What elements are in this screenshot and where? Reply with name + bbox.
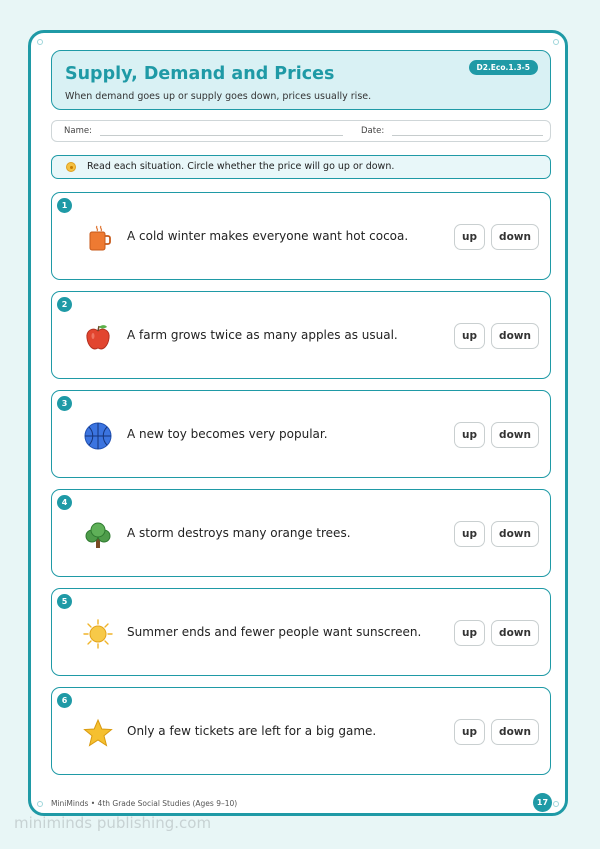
- tree-icon: [83, 520, 113, 550]
- question-text: A cold winter makes everyone want hot cocoa.: [127, 229, 409, 243]
- page-title: Supply, Demand and Prices: [65, 64, 335, 84]
- footer-text: MiniMinds • 4th Grade Social Studies (Ages 9–10): [51, 799, 238, 808]
- sun-bullet-icon: [66, 162, 76, 172]
- corner-dot: [553, 801, 559, 807]
- question-number: 5: [57, 594, 72, 609]
- page-subtitle: When demand goes up or supply goes down, prices usually rise.: [65, 91, 372, 102]
- answer-up-button[interactable]: up: [454, 719, 485, 745]
- answer-down-button[interactable]: down: [491, 422, 539, 448]
- name-date-bar: [51, 120, 551, 142]
- name-label: Name:: [64, 126, 92, 136]
- question-text: A farm grows twice as many apples as usual.: [127, 328, 398, 342]
- ball-icon: [83, 421, 113, 451]
- standard-code-badge: D2.Eco.1.3-5: [469, 60, 538, 75]
- question-number: 1: [57, 198, 72, 213]
- question-card-5: [51, 588, 551, 676]
- corner-dot: [37, 801, 43, 807]
- answer-up-button[interactable]: up: [454, 323, 485, 349]
- page-number-badge: 17: [533, 793, 552, 812]
- question-card-4: [51, 489, 551, 577]
- question-number: 3: [57, 396, 72, 411]
- question-text: A storm destroys many orange trees.: [127, 526, 351, 540]
- instructions-box: [51, 155, 551, 179]
- question-number: 2: [57, 297, 72, 312]
- answer-up-button[interactable]: up: [454, 620, 485, 646]
- answer-down-button[interactable]: down: [491, 224, 539, 250]
- question-text: Summer ends and fewer people want sunscreen.: [127, 625, 422, 639]
- answer-up-button[interactable]: up: [454, 422, 485, 448]
- answer-down-button[interactable]: down: [491, 719, 539, 745]
- answer-down-button[interactable]: down: [491, 521, 539, 547]
- answer-down-button[interactable]: down: [491, 620, 539, 646]
- question-number: 6: [57, 693, 72, 708]
- sun-icon: [83, 619, 113, 649]
- instructions-text: Read each situation. Circle whether the price will go up or down.: [87, 161, 395, 172]
- watermark-text: miniminds publishing.com: [14, 814, 212, 832]
- corner-dot: [37, 39, 43, 45]
- date-field[interactable]: [392, 135, 543, 136]
- question-card-1: [51, 192, 551, 280]
- star-icon: [83, 718, 113, 748]
- apple-icon: [83, 322, 113, 352]
- date-label: Date:: [361, 126, 385, 136]
- question-text: Only a few tickets are left for a big game.: [127, 724, 377, 738]
- question-card-3: [51, 390, 551, 478]
- worksheet-page: [28, 30, 568, 816]
- answer-up-button[interactable]: up: [454, 521, 485, 547]
- header-banner: [51, 50, 551, 110]
- question-number: 4: [57, 495, 72, 510]
- answer-up-button[interactable]: up: [454, 224, 485, 250]
- name-field[interactable]: [100, 135, 343, 136]
- question-card-2: [51, 291, 551, 379]
- corner-dot: [553, 39, 559, 45]
- question-text: A new toy becomes very popular.: [127, 427, 328, 441]
- question-card-6: [51, 687, 551, 775]
- mug-icon: [83, 223, 113, 253]
- answer-down-button[interactable]: down: [491, 323, 539, 349]
